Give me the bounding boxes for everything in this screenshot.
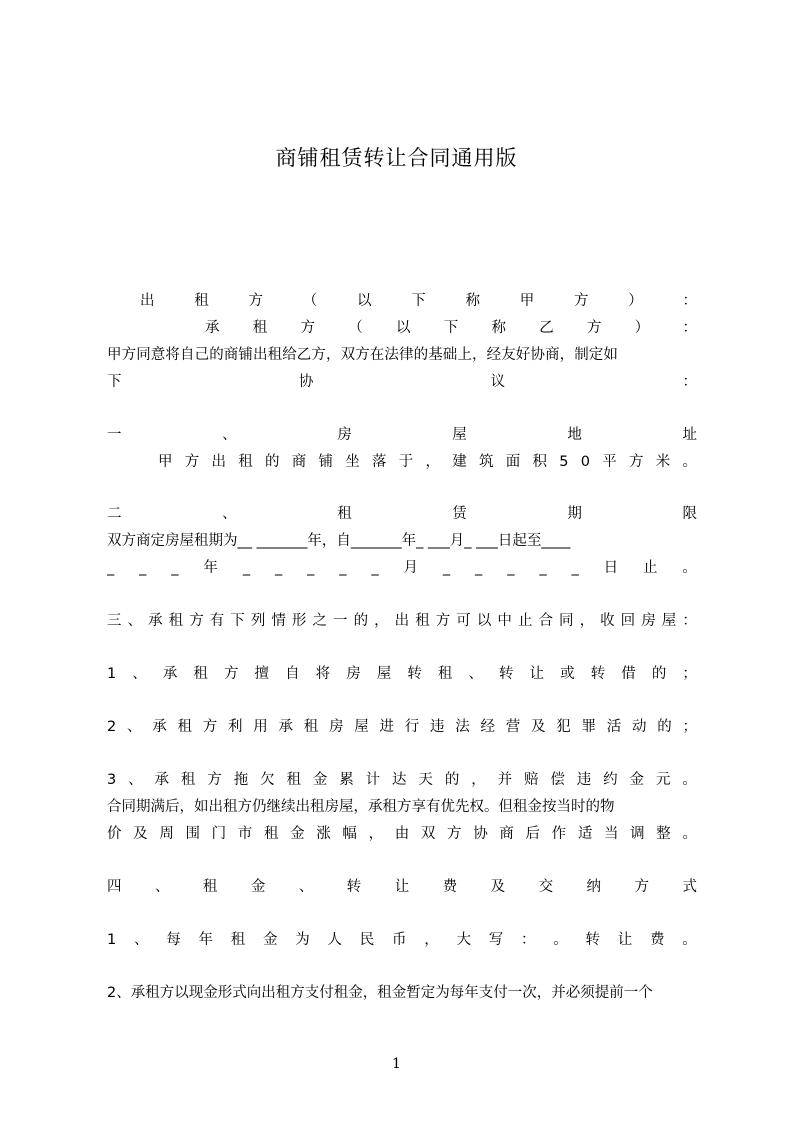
agreement-intro-continued: 下 协 议 ： <box>107 374 697 390</box>
section-3-item-3: 3 、 承 租 方 拖 欠 租 金 累 计 达 天 的 ， 并 赔 偿 违 约 金 元 。 <box>107 772 697 788</box>
agreement-intro-line: 甲方同意将自己的商铺出租给乙方，双方在法律的基础上，经友好协商，制定如 <box>107 347 618 363</box>
lessor-line: 出 租 方 （ 以 下 称 甲 方 ） ： <box>140 293 697 309</box>
page-number: 1 <box>392 1056 401 1072</box>
section-3-heading: 三 、 承 租 方 有 下 列 情 形 之 一 的 ， 出 租 方 可 以 中 止 合 同 ， 收 回 房 屋 ： <box>107 613 697 629</box>
section-4-item-2: 2、承租方以现金形式向出租方支付租金，租金暂定为每年支付一次，并必须提前一个 <box>107 985 653 1001</box>
section-4-heading: 四 、 租 金 、 转 让 费 及 交 纳 方 式 <box>107 879 697 895</box>
section-3-item-1: 1 、 承 租 方 擅 自 将 房 屋 转 租 、 转 让 或 转 借 的 ； <box>107 666 697 682</box>
section-1-content: 甲 方 出 租 的 商 铺 坐 落 于 ， 建 筑 面 积 5 0 平 方 米 。 <box>158 454 697 470</box>
renewal-clause-line: 合同期满后，如出租方仍继续出租房屋，承租方享有优先权。但租金按当时的物 <box>107 799 615 815</box>
section-4-item-1: 1 、 每 年 租 金 为 人 民 币 ， 大 写 ： 。 转 让 费 。 <box>107 932 697 948</box>
document-title: 商铺租赁转让合同通用版 <box>275 146 518 170</box>
section-3-item-2: 2 、 承 租 方 利 用 承 租 房 屋 进 行 违 法 经 营 及 犯 罪 活 动 的 ； <box>107 719 697 735</box>
section-2-content-continued: _ _ _ 年 _ _ _ _ _ 月 _ _ _ _ _ 日 止 。 <box>107 560 697 576</box>
renewal-clause-continued: 价 及 周 围 门 市 租 金 涨 幅 ， 由 双 方 协 商 后 作 适 当 调 整 。 <box>107 826 697 842</box>
section-2-content: 双方商定房屋租期为__ _______年，自_______年_ ___月_ ___日起至____ <box>107 533 571 549</box>
section-1-heading: 一 、 房 屋 地 址 <box>107 427 697 443</box>
lessee-line: 承 租 方 （ 以 下 称 乙 方 ） ： <box>205 320 697 336</box>
section-2-heading: 二 、 租 赁 期 限 <box>107 506 697 522</box>
